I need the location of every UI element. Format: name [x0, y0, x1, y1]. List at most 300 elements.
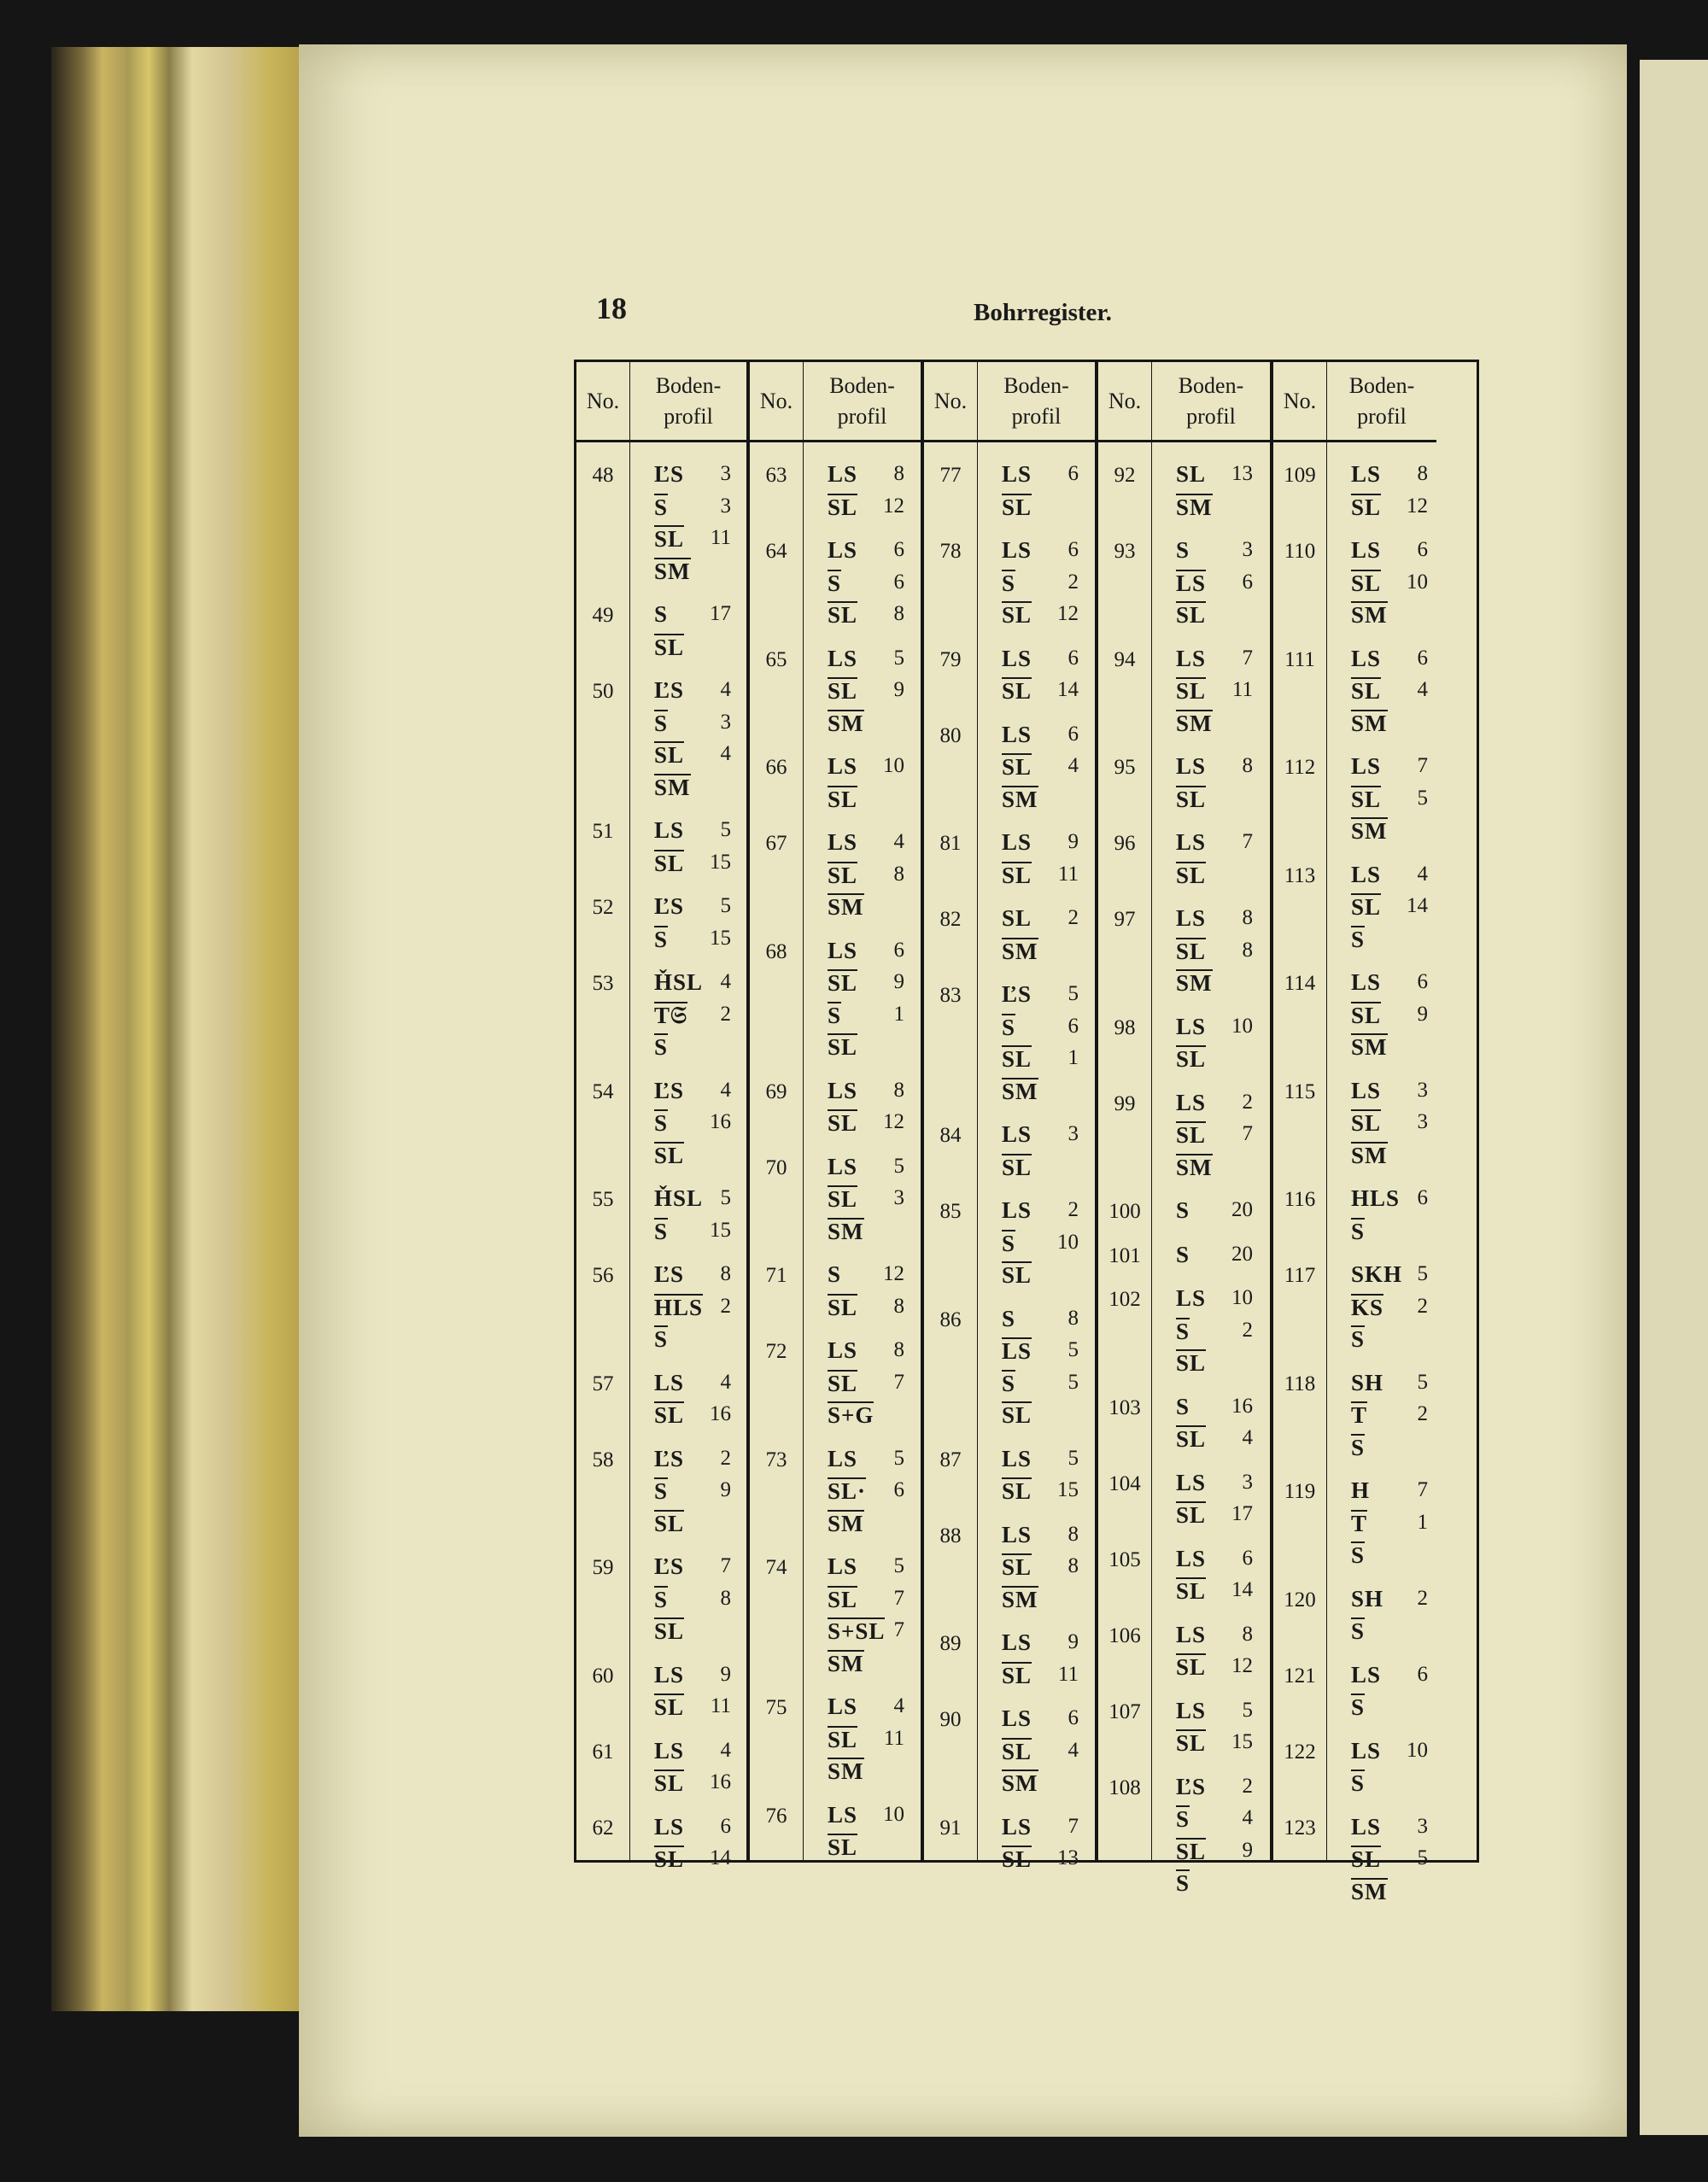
soil-type: SM [828, 894, 864, 920]
soil-type: SM [1351, 1878, 1388, 1904]
layer-depth: 5 [893, 1446, 904, 1470]
layer-depth: 10 [883, 1802, 904, 1826]
soil-layer [998, 1814, 1080, 1840]
layer-depth: 6 [1068, 646, 1079, 670]
header-no-label: No. [586, 388, 620, 413]
soil-type: SL [1002, 1846, 1032, 1872]
entry-number: 48 [592, 464, 614, 487]
header-no [576, 362, 629, 442]
soil-type: S [1176, 1318, 1190, 1344]
entry-number: 56 [592, 1264, 614, 1287]
soil-layer [1348, 1510, 1430, 1536]
soil-type: SM [1351, 602, 1388, 628]
layer-depth: 5 [1417, 1846, 1428, 1869]
soil-type: LS [1176, 1621, 1207, 1647]
soil-type: SL [1176, 1122, 1207, 1148]
layer-depth: 10 [1057, 1230, 1079, 1254]
next-page-edge [1640, 60, 1708, 2135]
soil-layer [651, 1553, 733, 1579]
soil-type: ĽS [1176, 1773, 1207, 1799]
layer-depth: 11 [1057, 1662, 1079, 1686]
layer-depth: 2 [1068, 1198, 1079, 1221]
soil-type: LS [828, 461, 858, 487]
soil-layer [1173, 829, 1255, 855]
entry-number: 92 [1114, 464, 1136, 487]
entry-number: 107 [1108, 1699, 1141, 1723]
layer-depth: 10 [1407, 1738, 1428, 1762]
header-profile-line1: Boden- [1003, 372, 1069, 398]
header-profile-line1: Boden- [1178, 372, 1244, 398]
layer-depth: 12 [1407, 494, 1428, 518]
soil-type: SL [654, 526, 685, 552]
soil-layer [824, 1758, 906, 1783]
soil-type: LS [1176, 1545, 1207, 1571]
soil-type: SL· [828, 1478, 867, 1504]
layer-depth: 12 [883, 1110, 904, 1133]
soil-layer [1348, 786, 1430, 811]
layer-depth: 11 [710, 1694, 731, 1717]
soil-type: HLS [1351, 1185, 1401, 1211]
soil-layer [824, 1802, 906, 1828]
no-column-body [576, 442, 629, 1860]
soil-layer [1173, 1197, 1255, 1223]
layer-depth: 5 [720, 1186, 731, 1209]
profile-column-body [1327, 442, 1436, 1904]
layer-depth: 11 [1057, 862, 1079, 886]
layer-depth: 8 [720, 1586, 731, 1610]
soil-type: SL [654, 1694, 685, 1720]
soil-layer [651, 1814, 733, 1840]
layer-depth: 1 [1417, 1510, 1428, 1534]
soil-layer [1348, 1401, 1430, 1427]
header-no [1098, 362, 1151, 442]
entry-number: 67 [765, 832, 787, 855]
soil-type: SL [1351, 894, 1382, 920]
soil-type: SL [1176, 786, 1207, 812]
layer-depth: 1 [893, 1002, 904, 1026]
soil-type: LS [828, 1337, 858, 1363]
soil-layer [651, 1694, 733, 1719]
soil-type: LS [1351, 861, 1382, 887]
profile-column [978, 362, 1095, 1872]
layer-depth: 6 [1417, 1662, 1428, 1686]
soil-type: SM [1176, 494, 1213, 520]
header-profile [978, 362, 1095, 442]
soil-type: LS [1002, 461, 1032, 487]
soil-layer [1348, 646, 1430, 671]
soil-type: LS [1351, 537, 1382, 563]
soil-type: SL [1002, 1478, 1032, 1504]
layer-depth: 4 [1417, 862, 1428, 886]
soil-type: SL [654, 1770, 685, 1796]
profile-column [804, 362, 921, 1860]
layer-depth: 6 [1068, 722, 1079, 746]
entry-number: 96 [1114, 832, 1136, 855]
soil-layer [998, 1738, 1080, 1764]
soil-type: SL [1176, 1654, 1207, 1680]
entry-number: 97 [1114, 908, 1136, 931]
soil-layer [1348, 537, 1430, 563]
entry-number: 104 [1108, 1471, 1141, 1495]
layer-depth: 3 [720, 462, 731, 485]
soil-layer [824, 1477, 906, 1503]
entry-number: 101 [1108, 1243, 1141, 1267]
soil-type: LS [1176, 905, 1207, 931]
soil-type: SL [828, 1034, 858, 1060]
soil-type: SL [654, 1846, 685, 1872]
layer-depth: 8 [1242, 754, 1253, 777]
soil-type: LS [828, 1694, 858, 1719]
layer-depth: 5 [720, 894, 731, 917]
entry-number: 123 [1284, 1816, 1316, 1840]
layer-depth: 9 [1242, 1838, 1253, 1862]
layer-depth: 5 [1068, 1370, 1079, 1394]
column-group-5 [1270, 362, 1436, 1904]
soil-type: SL [1176, 1350, 1207, 1376]
soil-type: H [1351, 1477, 1371, 1503]
layer-depth: 8 [1068, 1522, 1079, 1546]
entry-number: 111 [1284, 647, 1315, 671]
soil-type: SL [1176, 678, 1207, 704]
soil-type: LS [828, 537, 858, 563]
soil-layer [998, 1705, 1080, 1731]
soil-type: LS [1002, 721, 1032, 747]
soil-type: S [1176, 1241, 1190, 1267]
layer-depth: 7 [1417, 1478, 1428, 1501]
soil-type: ĽS [654, 1553, 685, 1579]
profile-column-body [978, 442, 1095, 1872]
entry-number: 116 [1284, 1188, 1316, 1211]
layer-depth: 5 [893, 646, 904, 670]
soil-layer [651, 1078, 733, 1103]
soil-type: SM [1351, 1034, 1388, 1060]
layer-depth: 10 [883, 754, 904, 777]
soil-type: LS [828, 1553, 858, 1579]
soil-type: SL [1351, 786, 1382, 812]
soil-layer [1348, 1370, 1430, 1395]
soil-type: LS [1176, 1285, 1207, 1311]
soil-layer [651, 1033, 733, 1059]
soil-layer [998, 1230, 1080, 1255]
soil-layer [998, 1401, 1080, 1427]
layer-depth: 4 [720, 970, 731, 993]
soil-type: LS [1002, 1445, 1032, 1471]
soil-type: LS [654, 1661, 685, 1688]
soil-layer [998, 537, 1080, 563]
soil-type: S [1176, 1806, 1190, 1832]
soil-layer [998, 1477, 1080, 1503]
layer-depth: 10 [1407, 570, 1428, 594]
soil-type: S [654, 1218, 669, 1244]
soil-type: SL [1002, 905, 1032, 931]
soil-layer [824, 893, 906, 919]
layer-depth: 4 [1242, 1806, 1253, 1829]
layer-depth: 8 [893, 1338, 904, 1361]
entry-number: 89 [939, 1632, 962, 1655]
profile-column-body [630, 442, 746, 1872]
entry-number: 65 [765, 647, 787, 671]
soil-type: SL [1002, 602, 1032, 628]
header-no-label: No. [1283, 388, 1317, 413]
soil-layer [998, 938, 1080, 963]
layer-depth: 7 [893, 1618, 904, 1641]
soil-type: S [654, 1478, 669, 1504]
no-column-body [1098, 442, 1151, 1860]
layer-depth: 8 [1068, 1554, 1079, 1577]
layer-depth: 3 [893, 1186, 904, 1209]
soil-layer [824, 601, 906, 627]
layer-depth: 6 [893, 538, 904, 561]
soil-type: SL [828, 786, 858, 812]
layer-depth: 2 [1417, 1402, 1428, 1425]
no-column [1098, 362, 1152, 1860]
soil-layer [824, 969, 906, 995]
profile-column [1327, 362, 1436, 1904]
layer-depth: 6 [893, 1478, 904, 1501]
entry-number: 110 [1284, 540, 1316, 563]
soil-type: S [654, 601, 669, 627]
soil-type: SL [1176, 461, 1207, 487]
layer-depth: 2 [1417, 1586, 1428, 1610]
layer-depth: 4 [893, 1694, 904, 1717]
soil-layer [824, 1726, 906, 1752]
soil-layer [1348, 1325, 1430, 1351]
layer-depth: 13 [1057, 1846, 1079, 1869]
layer-depth: 3 [1068, 1122, 1079, 1145]
soil-type: LS [654, 1813, 685, 1840]
soil-layer [1348, 1586, 1430, 1612]
soil-layer [1348, 710, 1430, 735]
entry-number: 94 [1114, 647, 1136, 671]
soil-type: LS [1351, 645, 1382, 671]
layer-depth: 2 [1417, 1294, 1428, 1318]
soil-type: LS [1176, 1469, 1207, 1495]
soil-layer [998, 753, 1080, 779]
entry-number: 53 [592, 972, 614, 995]
layer-depth: 5 [893, 1554, 904, 1577]
soil-layer [651, 926, 733, 951]
entry-number: 64 [765, 540, 787, 563]
soil-layer [1173, 1349, 1255, 1375]
soil-layer [1173, 494, 1255, 519]
layer-depth: 2 [1068, 906, 1079, 929]
soil-type: LS [654, 1737, 685, 1764]
soil-type: ĽS [1002, 981, 1032, 1007]
soil-type: LS [1002, 1197, 1032, 1223]
column-group-4 [1095, 362, 1270, 1896]
layer-depth: 6 [1417, 970, 1428, 993]
soil-layer [1348, 1033, 1430, 1059]
soil-type: SM [1002, 1078, 1038, 1104]
entry-number: 120 [1284, 1588, 1316, 1612]
entry-number: 115 [1284, 1079, 1316, 1103]
header-profile-line2: profil [837, 403, 887, 429]
header-profile-line2: profil [664, 403, 713, 429]
soil-layer [824, 1370, 906, 1395]
layer-depth: 2 [720, 1446, 731, 1470]
soil-layer [824, 1109, 906, 1135]
header-profile [630, 362, 746, 442]
soil-layer [1348, 677, 1430, 703]
header-no [750, 362, 803, 442]
layer-depth: 2 [1242, 1774, 1253, 1798]
layer-depth: 7 [1242, 1122, 1253, 1145]
soil-layer [651, 1401, 733, 1427]
layer-depth: 16 [710, 1402, 731, 1425]
soil-type: SL [828, 970, 858, 996]
soil-layer [651, 1738, 733, 1764]
soil-type: SM [1176, 970, 1213, 996]
soil-layer [998, 786, 1080, 811]
soil-type: SL [1176, 602, 1207, 628]
header-profile-line1: Boden- [1348, 372, 1415, 398]
soil-layer [998, 1629, 1080, 1655]
soil-type: SL [828, 1726, 858, 1752]
layer-depth: 5 [1417, 1370, 1428, 1394]
soil-layer [998, 646, 1080, 671]
soil-layer [824, 1694, 906, 1719]
entry-number: 100 [1108, 1200, 1141, 1223]
soil-layer [1173, 1470, 1255, 1495]
layer-depth: 6 [1242, 570, 1253, 594]
layer-depth: 5 [1242, 1698, 1253, 1722]
soil-type: SM [1002, 938, 1038, 964]
soil-type: S [1351, 1434, 1366, 1460]
soil-type: ĽS [654, 677, 685, 703]
entry-number: 79 [939, 647, 962, 671]
soil-layer [824, 1154, 906, 1179]
soil-layer [1173, 1090, 1255, 1115]
running-title: Bohrregister. [974, 299, 1112, 326]
layer-depth: 7 [893, 1370, 904, 1394]
layer-depth: 3 [1417, 1078, 1428, 1102]
soil-type: SL [654, 1510, 685, 1536]
soil-layer [1173, 1729, 1255, 1755]
soil-type: LS [1002, 1813, 1032, 1840]
soil-layer [1348, 1002, 1430, 1027]
layer-depth: 4 [720, 1078, 731, 1102]
soil-layer [1348, 570, 1430, 595]
layer-depth: 6 [893, 570, 904, 594]
soil-layer [1173, 786, 1255, 811]
soil-type: SL [1351, 570, 1382, 596]
entry-number: 93 [1114, 540, 1136, 563]
soil-type: S [828, 570, 842, 596]
soil-type: SL [654, 1618, 685, 1644]
soil-type: ĽS [654, 1261, 685, 1287]
soil-layer [651, 1185, 733, 1211]
layer-depth: 11 [883, 1726, 904, 1750]
soil-layer [651, 1142, 733, 1167]
soil-type: LS [654, 1369, 685, 1395]
layer-depth: 9 [720, 1662, 731, 1686]
soil-type: SL [1002, 1738, 1032, 1764]
soil-layer [1348, 753, 1430, 779]
soil-type: S [1176, 1197, 1190, 1223]
entry-number: 54 [592, 1079, 614, 1103]
soil-layer [824, 1617, 906, 1643]
layer-depth: 12 [1057, 602, 1079, 625]
soil-type: SL [1002, 1262, 1032, 1288]
entry-number: 50 [592, 680, 614, 703]
soil-layer [824, 1294, 906, 1319]
entry-number: 113 [1284, 863, 1316, 887]
header-profile-line2: profil [1186, 403, 1236, 429]
layer-depth: 3 [720, 710, 731, 734]
entry-number: 55 [592, 1188, 614, 1211]
soil-layer [1348, 1218, 1430, 1243]
soil-layer [1348, 1294, 1430, 1319]
layer-depth: 13 [1231, 462, 1253, 485]
soil-type: LS [828, 1077, 858, 1103]
soil-layer [651, 1294, 733, 1319]
soil-type: LS [1002, 1629, 1032, 1655]
soil-layer [824, 938, 906, 963]
layer-depth: 20 [1231, 1198, 1253, 1221]
soil-type: S+SL [828, 1618, 886, 1644]
entry-number: 76 [765, 1804, 787, 1828]
soil-type: T [1351, 1510, 1368, 1536]
soil-layer [1348, 1142, 1430, 1167]
soil-type: S [1176, 1393, 1190, 1419]
entry-number: 112 [1284, 756, 1316, 779]
soil-layer [1173, 1774, 1255, 1799]
soil-type: SL [1176, 1578, 1207, 1604]
soil-type: SH [1351, 1369, 1384, 1395]
soil-layer [651, 1770, 733, 1795]
soil-layer [1173, 938, 1255, 963]
soil-layer [1348, 1434, 1430, 1460]
soil-layer [651, 558, 733, 583]
layer-depth: 8 [1242, 1622, 1253, 1646]
no-column [924, 362, 978, 1860]
soil-layer [824, 753, 906, 779]
soil-type: S [1351, 1326, 1366, 1352]
soil-layer [651, 850, 733, 875]
entry-number: 84 [939, 1124, 962, 1147]
layer-depth: 9 [1068, 1630, 1079, 1653]
entry-number: 74 [765, 1556, 787, 1579]
soil-type: KS [1351, 1294, 1384, 1320]
soil-layer [998, 829, 1080, 855]
soil-layer [1348, 893, 1430, 919]
layer-depth: 4 [1068, 1738, 1079, 1762]
layer-depth: 6 [1417, 646, 1428, 670]
header-no-label: No. [933, 388, 968, 413]
layer-depth: 7 [720, 1554, 731, 1577]
soil-layer [998, 461, 1080, 487]
soil-type: SL [1176, 1502, 1207, 1528]
soil-type: SL [1002, 1046, 1032, 1072]
layer-depth: 5 [1068, 982, 1079, 1005]
soil-type: SL [654, 1402, 685, 1428]
soil-type: SL [1351, 1846, 1382, 1872]
soil-layer [824, 710, 906, 735]
soil-layer [1348, 1814, 1430, 1840]
soil-layer [651, 1261, 733, 1287]
entry-number: 121 [1284, 1664, 1316, 1688]
entry-number: 57 [592, 1372, 614, 1395]
soil-type: S [1351, 1618, 1366, 1644]
soil-type: LS [1176, 829, 1207, 855]
layer-depth: 8 [893, 1294, 904, 1318]
soil-type: T𝔖 [654, 1002, 687, 1028]
soil-type: S [654, 1326, 669, 1352]
soil-type: SL [828, 1294, 858, 1320]
soil-type: S [654, 1034, 669, 1060]
layer-depth: 5 [720, 818, 731, 841]
layer-depth: 6 [1242, 1546, 1253, 1570]
